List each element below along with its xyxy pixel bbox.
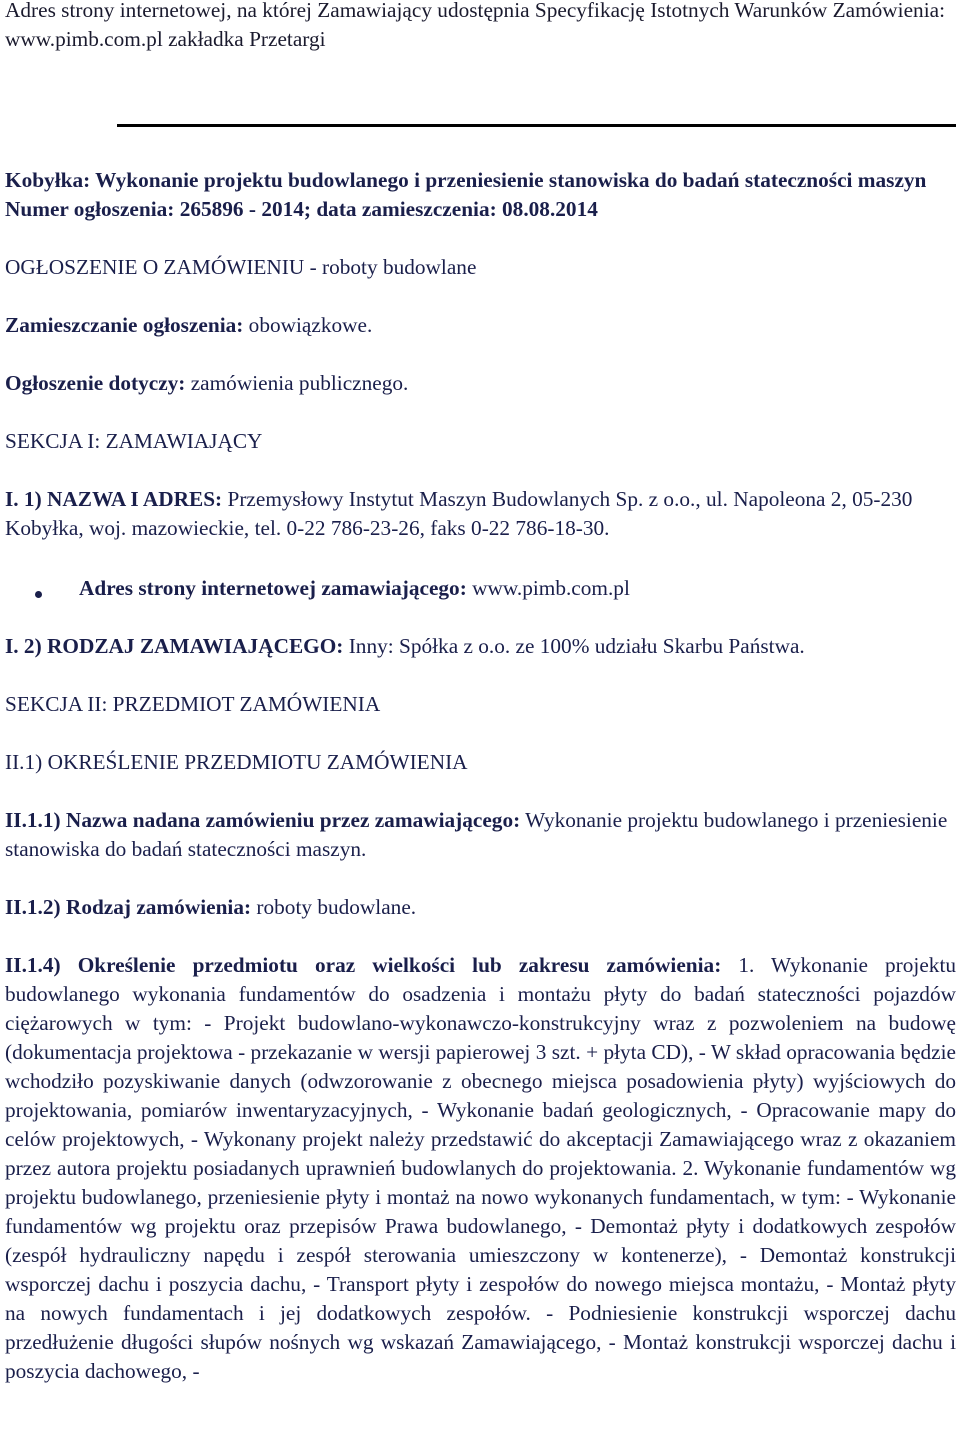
horizontal-rule <box>117 124 956 127</box>
notice-concerns <box>5 369 956 398</box>
section2-order-type <box>5 893 956 922</box>
placement-value: obowiązkowe. <box>243 313 373 337</box>
notice-type: OGŁOSZENIE O ZAMÓWIENIU - roboty budowlane <box>5 255 477 279</box>
header-siwz-text: Adres strony internetowej, na której Zamawiający udostępnia Specyfikację Istotnych Warunków Zamówienia: <box>5 0 945 22</box>
concerns-label: Ogłoszenie dotyczy: <box>5 371 186 395</box>
order-name-label: II.1.1) Nazwa nadana zamówieniu przez zamawiającego: <box>5 808 521 832</box>
section1-name-address <box>5 485 956 543</box>
order-scope-label: II.1.4) Określenie przedmiotu oraz wielkości lub zakresu zamówienia: <box>5 953 722 977</box>
notice-title-text: Kobyłka: Wykonanie projektu budowlanego i przeniesienie stanowiska do badań stateczności maszyn <box>5 168 927 192</box>
notice-number-line: Numer ogłoszenia: 265896 - 2014; data zamieszczenia: 08.08.2014 <box>5 197 598 221</box>
section2-heading: SEKCJA II: PRZEDMIOT ZAMÓWIENIA <box>5 692 381 716</box>
name-address-value: Przemysłowy Instytut Maszyn Budowlanych Sp. z o.o., ul. Napoleona 2, 05-230 Kobyłka, woj. mazowieckie, tel. 0-22 786-23-26, faks 0-22 786-18-30. <box>5 487 913 540</box>
website-value[interactable]: www.pimb.com.pl <box>466 576 630 600</box>
notice-placement <box>5 311 956 340</box>
section2-order-scope <box>5 951 956 1386</box>
order-type-label: II.1.2) Rodzaj zamówienia: <box>5 895 252 919</box>
order-type-value: roboty budowlane. <box>251 895 417 919</box>
section1-kind <box>5 632 956 661</box>
header-line <box>5 0 956 54</box>
placement-label: Zamieszczanie ogłoszenia: <box>5 313 244 337</box>
concerns-value: zamówienia publicznego. <box>185 371 409 395</box>
section2-order-name <box>5 806 956 864</box>
header-url-link[interactable]: www.pimb.com.pl <box>5 27 163 51</box>
section2-subheading: II.1) OKREŚLENIE PRZEDMIOTU ZAMÓWIENIA <box>5 750 468 774</box>
header-url-suffix: zakładka Przetargi <box>162 27 326 51</box>
kind-value: Inny: Spółka z o.o. ze 100% udziału Skarbu Państwa. <box>343 634 805 658</box>
kind-label: I. 2) RODZAJ ZAMAWIAJĄCEGO: <box>5 634 344 658</box>
notice-title <box>5 166 956 224</box>
section1-heading: SEKCJA I: ZAMAWIAJĄCY <box>5 429 263 453</box>
order-name-value: Wykonanie projektu budowlanego i przeniesienie stanowiska do badań stateczności maszyn. <box>5 808 948 861</box>
order-scope-value: 1. Wykonanie projektu budowlanego wykonania fundamentów do osadzenia i montażu płyty do badań stateczności pojazdów ciężarowych w tym: - Projekt budowlano-wykonawczo-konstrukcyjny wraz z pozwoleniem na budowę (dokumentacja projektowa - przekazanie w wersji papierowej 3 szt. + płyta CD), - W skład opracowania będzie wchodziło pozyskiwanie danych (odwzorowanie z obecnego miejsca posadowienia płyty) wyjściowych do projektowania, pomiarów inwentaryzacyjnych, - Wykonanie badań geologicznych, - Opracowanie mapy do celów projektowych, - Wykonany projekt należy przedstawić do akceptacji Zamawiającego wraz z okazaniem przez autora projektu posiadanych uprawnień budowlanych do projektowania. 2. Wykonanie fundamentów wg projektu budowlanego, przeniesienie płyty i montaż na nowo wykonanych fundamentach, w tym: - Wykonanie fundamentów wg projektu oraz przepisów Prawa budowlanego, - Demontaż płyty i dodatkowych zespołów (zespół hydrauliczny napędu i zespół sterowania umieszczony w kontenerze), - Demontaż konstrukcji wsporczej dachu i poszycia dachu, - Transport płyty i zespołów do nowego miejsca montażu, - Montaż płyty na nowych fundamentach i jej dodatkowych zespołów. - Podniesienie konstrukcji wsporczej dachu przedłużenie długości słupów nośnych wg wskazań Zamawiającego, - Montaż konstrukcji wsporczej dachu i poszycia dachowego, - <box>5 953 957 1383</box>
website-label: Adres strony internetowej zamawiającego: <box>79 576 467 600</box>
name-address-label: I. 1) NAZWA I ADRES: <box>5 487 223 511</box>
section1-website <box>79 574 956 603</box>
bullet-icon <box>35 591 42 598</box>
